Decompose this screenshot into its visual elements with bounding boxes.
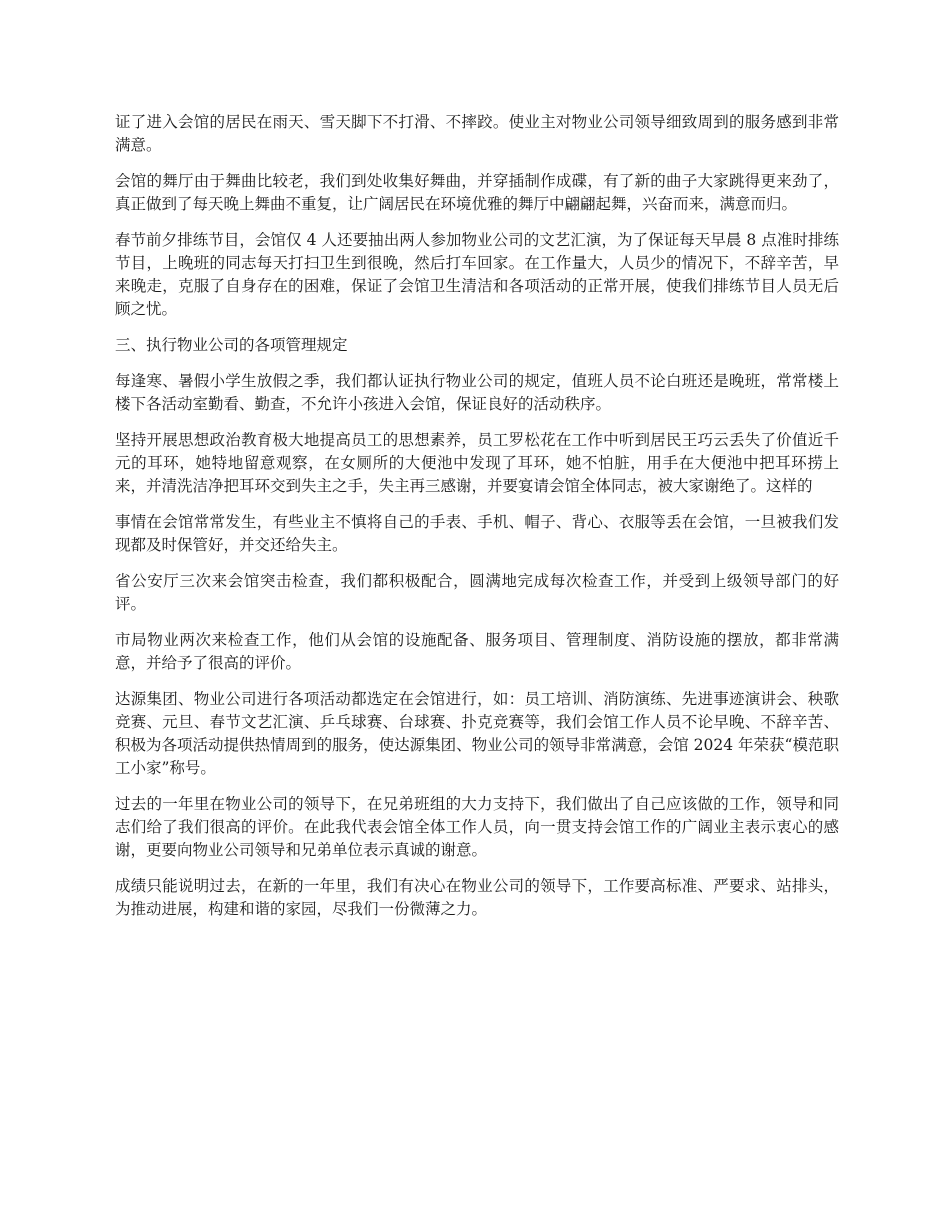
section-heading: 三、执行物业公司的各项管理规定 [115,336,348,354]
paragraph-4: 每逢寒、暑假小学生放假之季，我们都认证执行物业公司的规定，值班人员不论白班还是晚班，常常楼上楼下各活动室勤看、勤查，不允许小孩进入会馆，保证良好的活动秩序。 [115,372,839,413]
paragraph-11: 成绩只能说明过去，在新的一年里，我们有决心在物业公司的领导下，工作要高标准、严要求、站排头，为推动进展，构建和谐的家园，尽我们一份微薄之力。 [115,877,839,918]
paragraph-5: 坚持开展思想政治教育极大地提高员工的思想素养，员工罗松花在工作中听到居民王巧云丢失了价值近千元的耳环，她特地留意观察，在女厕所的大便池中发现了耳环，她不怕脏，用手在大便池中把耳环捞上来，并清洗洁净把耳环交到失主之手，失主再三感谢，并要宴请会馆全体同志，被大家谢绝了。这样的 [115,431,839,495]
paragraph-3: 春节前夕排练节目，会馆仅 4 人还要抽出两人参加物业公司的文艺汇演，为了保证每天早晨 8 点准时排练节目，上晚班的同志每天打扫卫生到很晚，然后打车回家。在工作量大，人员少的情况下，不辞辛苦，早来晚走，克服了自身存在的困难，保证了会馆卫生清洁和各项活动的正常开展，使我们排练节目人员无后顾之忧。 [115,231,839,318]
paragraph-1: 证了进入会馆的居民在雨天、雪天脚下不打滑、不摔跤。使业主对物业公司领导细致周到的服务感到非常满意。 [115,113,839,154]
paragraph-2: 会馆的舞厅由于舞曲比较老，我们到处收集好舞曲，并穿插制作成碟，有了新的曲子大家跳得更来劲了，真正做到了每天晚上舞曲不重复，让广阔居民在环境优雅的舞厅中翩翩起舞，兴奋而来，满意而归。 [115,172,839,213]
paragraph-8: 市局物业两次来检查工作，他们从会馆的设施配备、服务项目、管理制度、消防设施的摆放，都非常满意，并给予了很高的评价。 [115,631,839,672]
paragraph-10: 过去的一年里在物业公司的领导下，在兄弟班组的大力支持下，我们做出了自己应该做的工作，领导和同志们给了我们很高的评价。在此我代表会馆全体工作人员，向一贯支持会馆工作的广阔业主表示衷心的感谢，更要向物业公司领导和兄弟单位表示真诚的谢意。 [115,795,839,859]
paragraph-9: 达源集团、物业公司进行各项活动都选定在会馆进行，如：员工培训、消防演练、先进事迹演讲会、秧歌竞赛、元旦、春节文艺汇演、乒乓球赛、台球赛、扑克竞赛等，我们会馆工作人员不论早晚、不辞辛苦、积极为各项活动提供热情周到的服务，使达源集团、物业公司的领导非常满意，会馆 2024 年荣获“模范职工小家”称号。 [115,690,839,777]
document-page [115,111,839,934]
paragraph-7: 省公安厅三次来会馆突击检查，我们都积极配合，圆满地完成每次检查工作，并受到上级领导部门的好评。 [115,572,839,613]
paragraph-6: 事情在会馆常常发生，有些业主不慎将自己的手表、手机、帽子、背心、衣服等丢在会馆，一旦被我们发现都及时保管好，并交还给失主。 [115,513,839,554]
